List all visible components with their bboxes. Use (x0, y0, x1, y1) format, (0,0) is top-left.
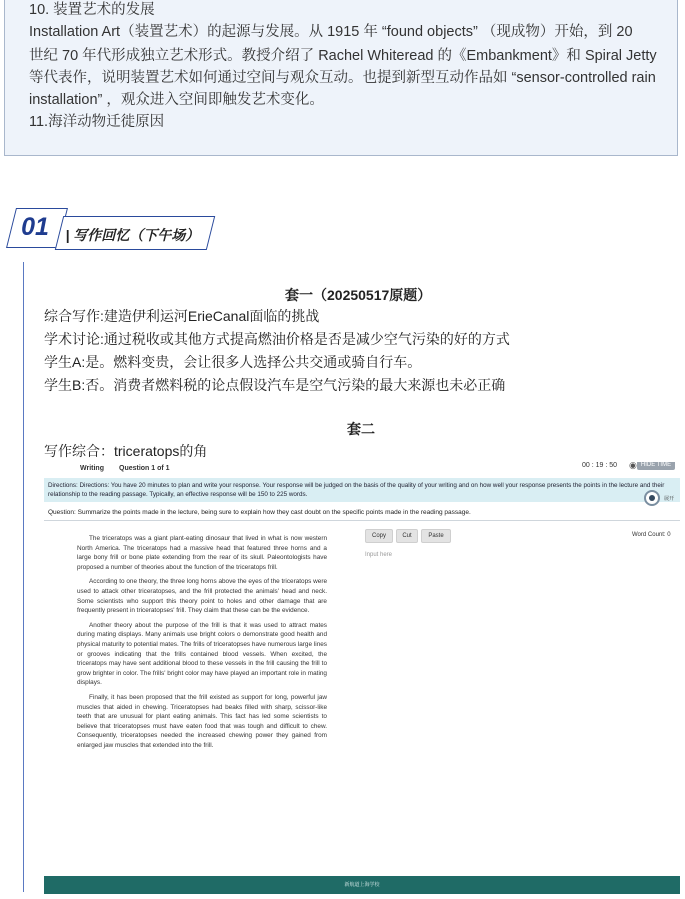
set1-heading: 套一（20250517原题） (285, 287, 432, 303)
cut-button[interactable]: Cut (396, 529, 418, 543)
test-screenshot (44, 462, 680, 894)
info-box (4, 0, 678, 156)
topic-line: 等代表作，说明装置艺术如何通过空间与观众互动。也提到新型互动作品如 “sensor-controlled rain (29, 70, 656, 86)
audio-label: 展开 (664, 496, 675, 502)
directions-banner (44, 478, 680, 502)
section-title: | 写作回忆（下午场） (65, 227, 200, 243)
topic-line: Installation Art（装置艺术）的起源与发展。从 1915 年 “found objects” （现成物）开始，到 20 (29, 24, 633, 40)
section-number: 01 (21, 213, 49, 241)
reading-paragraph: The triceratops was a giant plant-eating dinosaur that lived in what is now western North America. The triceratops had a massive head that featured three horns and a large bony frill or bone plate extending from the rear of its skull. Paleontologists have proposed a number of theories about the function of the triceratops frill. (77, 535, 327, 571)
set2-line: 写作综合：triceratops的角 (44, 443, 208, 459)
question-text: Question: Summarize the points made in the lecture, being sure to explain how they cast doubt on the specific points made in the reading passage. (48, 509, 471, 516)
set2-heading: 套二 (347, 421, 375, 437)
tab-writing[interactable]: Writing (80, 465, 104, 472)
question-counter: Question 1 of 1 (119, 465, 170, 472)
timer: 00 : 19 : 50 (582, 462, 618, 469)
reading-paragraph: Another theory about the purpose of the frill is that it was used to attract mates during mating displays. Many animals use bright colors o demonstrate good health and physical maturity to potential mates. The frills of triceratopses have numerous large lines or grooves indicating that the frills contained blood vessels. When excited, the triceratops may have sent additional blood to these vessels in the frill causing the frill to grow brighter in color. The frills' bright color may have played an important role in mating displays. (77, 621, 327, 687)
reading-passage (77, 534, 327, 755)
paste-button[interactable]: Paste (421, 529, 451, 543)
audio-icon[interactable] (644, 490, 660, 506)
test-toolbar (44, 462, 680, 478)
topic-line: 10. 装置艺术的发展 (29, 2, 155, 18)
directions-text: Directions: Directions: You have 20 minutes to plan and write your response. Your response will be judged on the basis of the quality of your writing and on how well your response presents the points in the lecture and their relationship to the reading passage. Typically, an effective response will be 150 to 225 words. (48, 482, 665, 498)
response-input[interactable]: Input here (365, 552, 393, 558)
footer-text: 新航道上海学校 (344, 882, 380, 888)
set1-line: 综合写作:建造伊利运河ErieCanal面临的挑战 (44, 308, 320, 324)
copy-button[interactable]: Copy (365, 529, 393, 543)
topic-line: 11.海洋动物迁徙原因 (29, 114, 165, 130)
topic-line: 世纪 70 年代形成独立艺术形式。教授介绍了 Rachel Whiteread 的《Embankment》和 Spiral Jetty (29, 48, 657, 64)
topic-line: installation” ，观众进入空间即触发艺术变化。 (29, 92, 324, 108)
set1-line: 学生B:否。消费者燃料税的论点假设汽车是空气污染的最大来源也未必正确 (44, 377, 506, 393)
word-count: Word Count: 0 (632, 532, 671, 538)
set1-line: 学术讨论:通过税收或其他方式提高燃油价格是否是减少空气污染的好的方式 (44, 331, 510, 347)
section-title-badge (55, 216, 215, 250)
hide-time-button[interactable]: HIDE TIME (637, 462, 675, 470)
footer-bar (44, 876, 680, 894)
divider (44, 520, 680, 521)
reading-paragraph: Finally, it has been proposed that the frill existed as support for long, powerful jaw muscles that aided in chewing. Triceratopses had beaks filled with sharp, scissor-like teeth that are unusual for plant eating animals. This fact has led some scientists to believe that triceratopses must have eaten food that was tough and difficult to chew. Consequently, triceratopses needed the increased chewing power they gained from enlarged jaw muscles that extended into the frill. (77, 693, 327, 749)
set1-line: 学生A:是。燃料变贵，会让很多人选择公共交通或骑自行车。 (44, 354, 422, 370)
section-divider-line (23, 262, 24, 892)
eye-icon[interactable]: ◉ (629, 462, 637, 470)
reading-paragraph: According to one theory, the three long horns above the eyes of the triceratops were used to attack other triceratopses, and the frill protected the animals' head and neck. Some scientists who support this theory point to holes and other damage that are frequently present in triceratopses' frill. They claim that these can be the evidence. (77, 578, 327, 615)
